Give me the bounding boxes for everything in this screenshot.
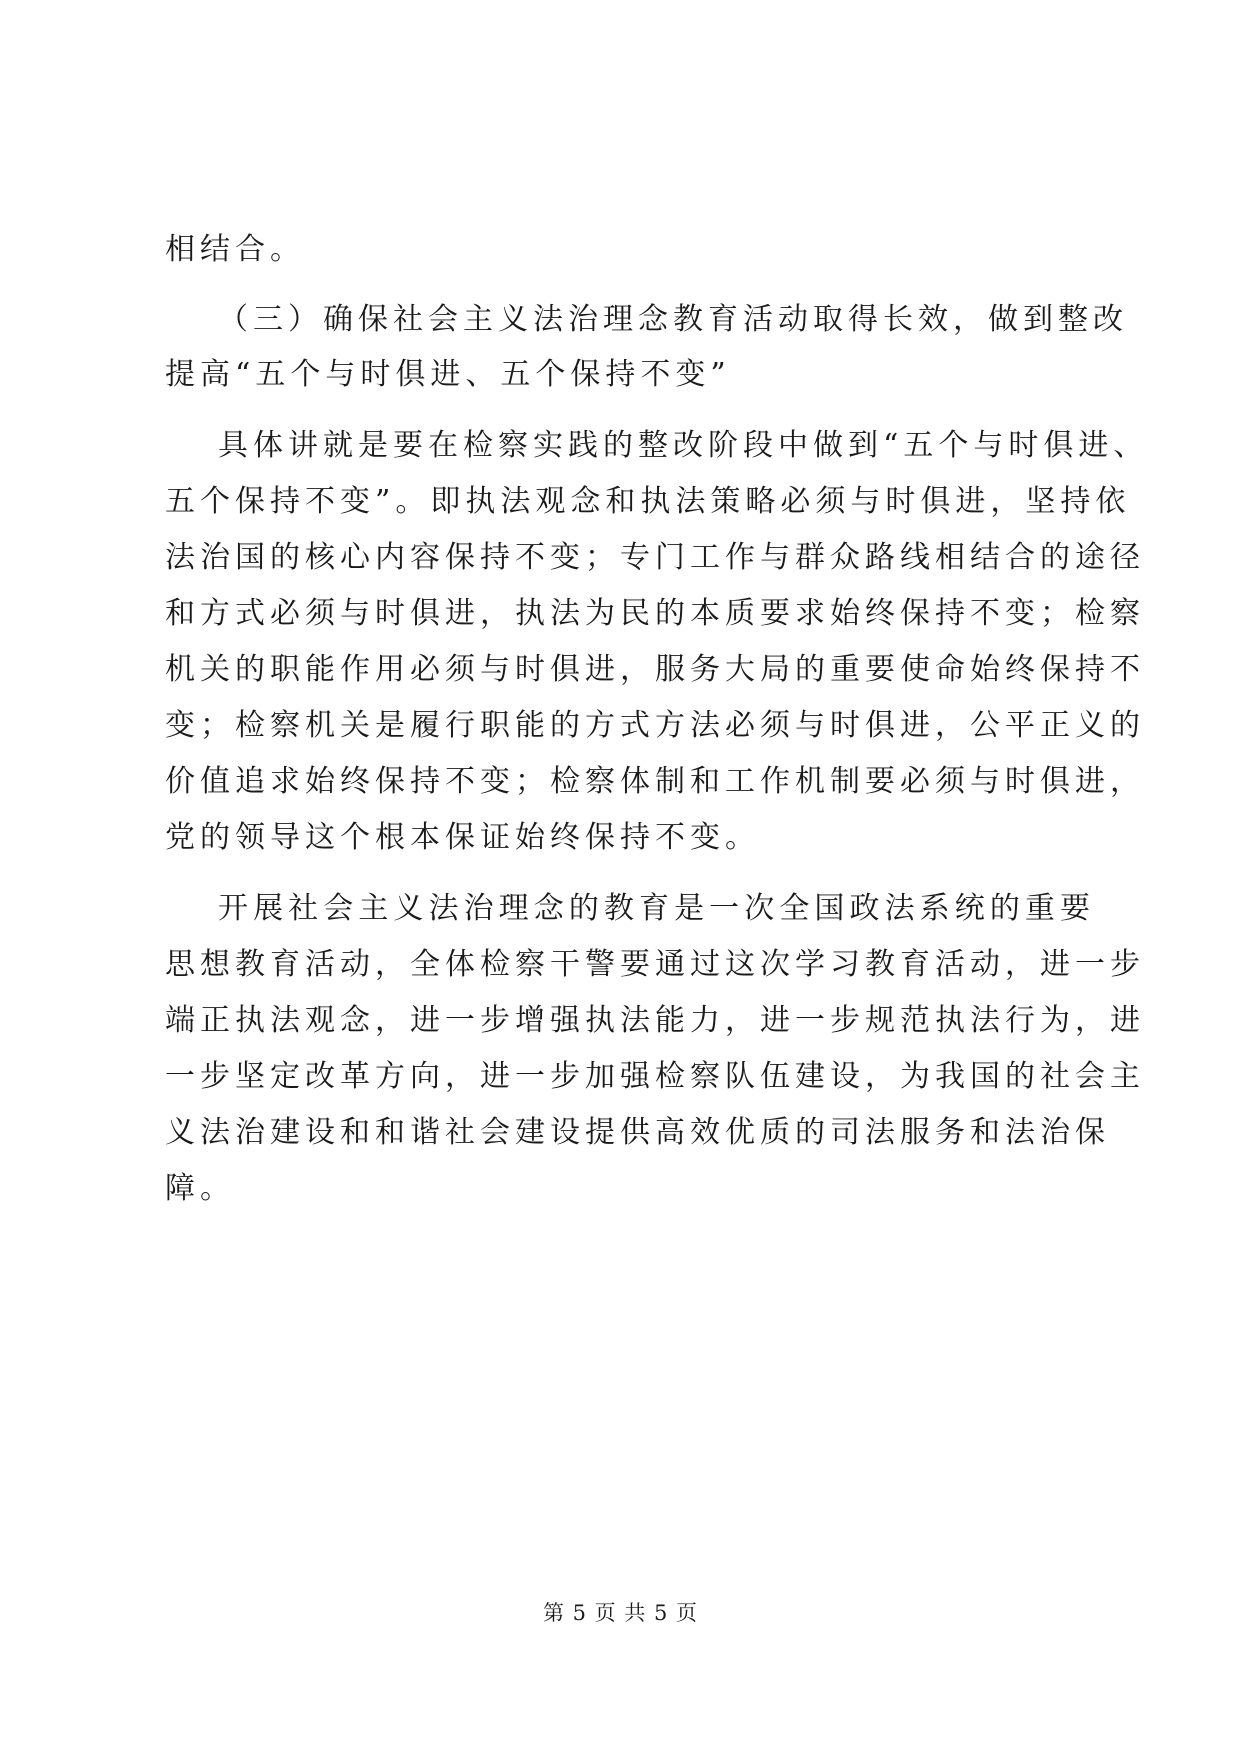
text-line: 党的领导这个根本保证始终保持不变。 — [165, 820, 760, 855]
text-line: 机关的职能作用必须与时俱进，服务大局的重要使命始终保持不 — [165, 652, 1145, 687]
text-line: 五个保持不变”。即执法观念和执法策略必须与时俱进，坚持依 — [165, 484, 1131, 519]
page-number: 第 5 页 共 5 页 — [542, 1601, 699, 1625]
text-line: 端正执法观念，进一步增强执法能力，进一步规范执法行为，进 — [165, 1003, 1145, 1038]
section-heading-line: （三）确保社会主义法治理念教育活动取得长效，做到整改 — [218, 302, 1128, 337]
text-line: 思想教育活动，全体检察干警要通过这次学习教育活动，进一步 — [165, 947, 1145, 982]
section-heading-line: 提高“五个与时俱进、五个保持不变” — [165, 357, 731, 392]
text-line: 变；检察机关是履行职能的方式方法必须与时俱进，公平正义的 — [165, 708, 1145, 743]
text-line: 法治国的核心内容保持不变；专门工作与群众路线相结合的途径 — [165, 540, 1145, 575]
text-line: 义法治建设和和谐社会建设提供高效优质的司法服务和法治保 — [165, 1115, 1110, 1150]
text-line: 一步坚定改革方向，进一步加强检察队伍建设，为我国的社会主 — [165, 1059, 1145, 1094]
text-line: 和方式必须与时俱进，执法为民的本质要求始终保持不变；检察 — [165, 596, 1145, 631]
text-line: 障。 — [165, 1171, 235, 1206]
text-line: 具体讲就是要在检察实践的整改阶段中做到“五个与时俱进、 — [218, 428, 1149, 463]
text-line: 价值追求始终保持不变；检察体制和工作机制要必须与时俱进， — [165, 764, 1145, 799]
text-line: 相结合。 — [165, 232, 305, 267]
text-line: 开展社会主义法治理念的教育是一次全国政法系统的重要 — [218, 891, 1095, 926]
